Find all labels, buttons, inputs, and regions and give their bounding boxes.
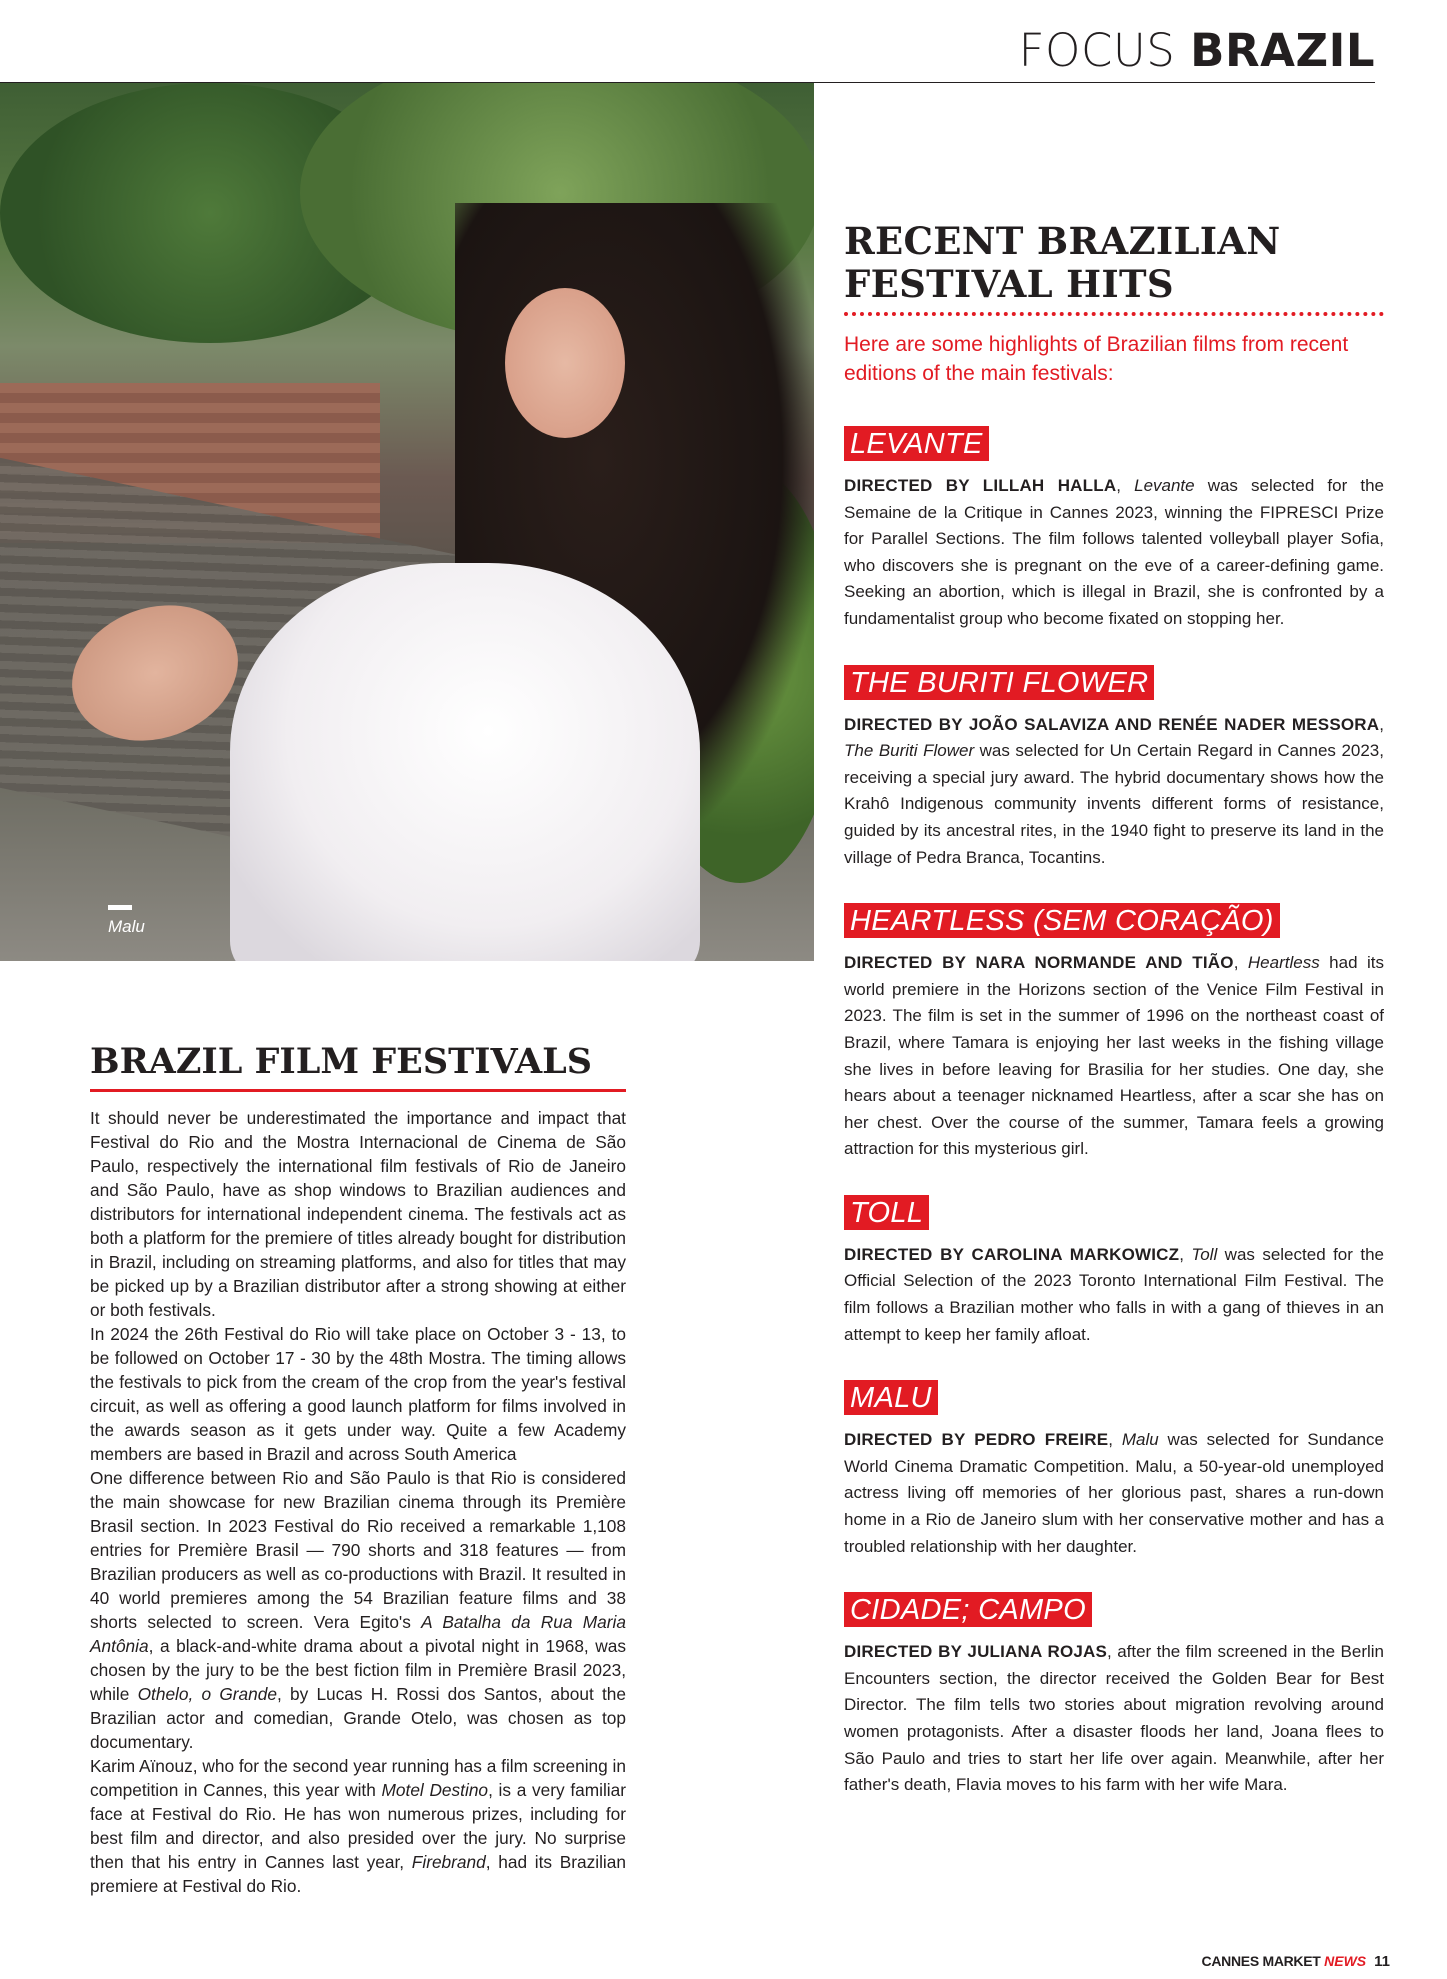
festivals-title: BRAZIL FILM FESTIVALS [90, 1041, 592, 1082]
film-entry [844, 1380, 1384, 1560]
film-tag: LEVANTE [844, 426, 989, 461]
festivals-paragraph-1: It should never be underestimated the importance and impact that Festival do Rio and the Mostra Internacional de Cinema de São Paulo, respectively the international film festivals of Rio de Janeiro and São Paulo, have as shop windows to Brazilian audiences and distributors for international independent cinema. The festivals act as both a platform for the premiere of titles already bought for distribution in Brazil, including on streaming platforms, and also for titles that may be picked up by a Brazilian distributor after a strong showing at either or both festivals. [90, 1108, 626, 1320]
recent-hits-column [844, 220, 1384, 1799]
festivals-column [90, 1041, 626, 1898]
magazine-name: CANNES MARKET [1201, 1953, 1325, 1969]
p4-text-c: , had its Brazilian premiere at Festival do Rio. [90, 1852, 626, 1896]
p4-text-b: , is a very familiar face at Festival do Rio. He has won numerous prizes, including for best film and director, and also presided over the jury. No surprise then that his entry in Cannes last year, [90, 1780, 627, 1872]
film-tag: TOLL [844, 1195, 929, 1230]
film-description [844, 950, 1384, 1163]
p4-film-title-2: Firebrand [411, 1852, 486, 1872]
section-header [1018, 24, 1375, 77]
film-description [844, 473, 1384, 633]
header-country: BRAZIL [1190, 24, 1375, 77]
film-director: DIRECTED BY JULIANA ROJAS [844, 1642, 1108, 1662]
film-tag: MALU [844, 1380, 938, 1415]
film-text: was selected for the Semaine de la Critique in Cannes 2023, winning the FIPRESCI Prize for Parallel Sections. The film follows talented volleyball player Sofia, who discovers she is pregnant on the eve of a career-defining game. Seeking an abortion, which is illegal in Brazil, she is confronted by a fundamentalist group who become fixated on stopping her. [844, 476, 1384, 628]
page-footer [1202, 1953, 1390, 1970]
film-entry [844, 1592, 1384, 1799]
film-title: Levante [1134, 476, 1195, 495]
feature-photo [0, 83, 814, 961]
festivals-paragraph-4 [90, 1754, 626, 1898]
film-text: had its world premiere in the Horizons section of the Venice Film Festival in 2023. The film is set in the summer of 1996 on the northeast coast of Brazil, where Tamara is enjoying her last weeks in the fishing village she lives in before leaving for Brasilia for her studies. One day, she hears about a teenager nicknamed Heartless, after a scar she has on her chest. Over the course of the summer, Tamara feels a growing attraction for this mysterious girl. [844, 953, 1384, 1159]
film-text: was selected for Un Certain Regard in Cannes 2023, receiving a special jury award. The hybrid documentary shows how the Krahô Indigenous community invents different forms of resistance, guided by its ancestral rites, in the 1940 fight to preserve its land in the village of Pedra Branca, Tocantins. [844, 741, 1384, 867]
header-focus: FOCUS [1018, 24, 1191, 77]
festivals-paragraph-2: In 2024 the 26th Festival do Rio will take place on October 3 - 13, to be followed on October 17 - 30 by the 48th Mostra. The timing allows the festivals to pick from the cream of the crop from the year's festival circuit, as well as offering a good launch platform for films involved in the awards season as it gets under way. Quite a few Academy members are based in Brazil and across South America [90, 1324, 626, 1464]
film-text: was selected for the Official Selection of the 2023 Toronto International Film Festival. The film follows a Brazilian mother who falls in with a gang of thieves in an attempt to keep her family afloat. [844, 1244, 1384, 1344]
festivals-rule [90, 1089, 626, 1092]
film-description [844, 1427, 1384, 1560]
dotted-divider [844, 312, 1384, 316]
film-sep: , [1107, 1642, 1118, 1662]
festivals-body [90, 1106, 626, 1898]
film-text: after the film screened in the Berlin Encounters section, the director received the Golden Bear for Best Director. The film tells two stories about migration revolving around women protagonists. After a disaster floods her land, Joana flees to São Paulo and tries to start her life over again. Meanwhile, after her father's death, Flavia moves to his farm with her wife Mara. [844, 1642, 1384, 1795]
film-tag: CIDADE; CAMPO [844, 1592, 1092, 1627]
film-sep: , [1108, 1430, 1122, 1450]
film-description [844, 1242, 1384, 1348]
p3-text-c: , by Lucas H. Rossi dos Santos, about the Brazilian actor and comedian, Grande Otelo, was chosen as top documentary. [90, 1684, 627, 1752]
film-sep: , [1116, 476, 1135, 495]
p4-text-a: Karim Aïnouz, who for the second year running has a film screening in competition in Cannes, this year with [90, 1756, 627, 1800]
film-director: DIRECTED BY NARA NORMANDE AND TIÃO [844, 953, 1234, 973]
film-title: Malu [1121, 1430, 1159, 1450]
p3-text-b: , a black-and-white drama about a pivotal night in 1968, was chosen by the jury to be the best fiction film in Première Brasil 2023, while [90, 1636, 626, 1704]
woman-face [505, 288, 625, 438]
film-title: Heartless [1247, 953, 1320, 973]
film-sep: , [1233, 953, 1248, 973]
film-director: DIRECTED BY LILLAH HALLA [844, 476, 1117, 495]
film-title: Toll [1191, 1244, 1218, 1264]
festivals-paragraph-3 [90, 1466, 626, 1754]
recent-title-line2: FESTIVAL HITS [844, 262, 1174, 306]
film-entry [844, 1195, 1384, 1348]
caption-mark [108, 905, 132, 910]
film-entry [844, 426, 1384, 633]
page-number: 11 [1374, 1953, 1390, 1970]
film-title: The Buriti Flower [844, 741, 975, 761]
film-director: DIRECTED BY JOÃO SALAVIZA AND RENÉE NADER MESSORA [844, 714, 1380, 734]
film-sep: , [1379, 714, 1384, 734]
p4-film-title-1: Motel Destino [381, 1780, 489, 1800]
recent-hits-title [844, 220, 1384, 306]
film-director: DIRECTED BY PEDRO FREIRE [844, 1430, 1109, 1450]
film-sep: , [1179, 1244, 1192, 1264]
p3-film-title-1: A Batalha da Rua Maria Antônia [90, 1612, 626, 1656]
film-tag: HEARTLESS (SEM CORAÇÃO) [844, 903, 1280, 938]
film-tag: THE BURITI FLOWER [844, 665, 1154, 700]
film-description [844, 1639, 1384, 1799]
film-entry [844, 903, 1384, 1163]
magazine-news: NEWS [1324, 1953, 1367, 1969]
recent-title-line1: RECENT BRAZILIAN [844, 219, 1281, 263]
p3-film-title-2: Othelo, o Grande [137, 1684, 277, 1704]
photo-caption: Malu [108, 917, 145, 936]
film-description [844, 712, 1384, 872]
p3-text-a: One difference between Rio and São Paulo is that Rio is considered the main showcase for new Brazilian cinema through its Première Brasil section. In 2023 Festival do Rio received a remarkable 1,108 entries for Première Brasil — 790 shorts and 318 features — from Brazilian producers as well as co-productions with Brazil. It resulted in 40 world premieres among the 54 Brazilian feature films and 38 shorts selected to screen. Vera Egito's [90, 1468, 626, 1632]
white-shirt [230, 563, 700, 961]
film-director: DIRECTED BY CAROLINA MARKOWICZ [844, 1244, 1180, 1264]
film-text: was selected for Sundance World Cinema Dramatic Competition. Malu, a 50-year-old unemployed actress living off memories of her glorious past, shares a run-down home in a Rio de Janeiro slum with her conservative mother and has a troubled relationship with her daughter. [844, 1430, 1384, 1556]
recent-hits-intro: Here are some highlights of Brazilian films from recent editions of the main festivals: [844, 333, 1349, 385]
film-entry [844, 665, 1384, 872]
film-list [844, 426, 1384, 1799]
